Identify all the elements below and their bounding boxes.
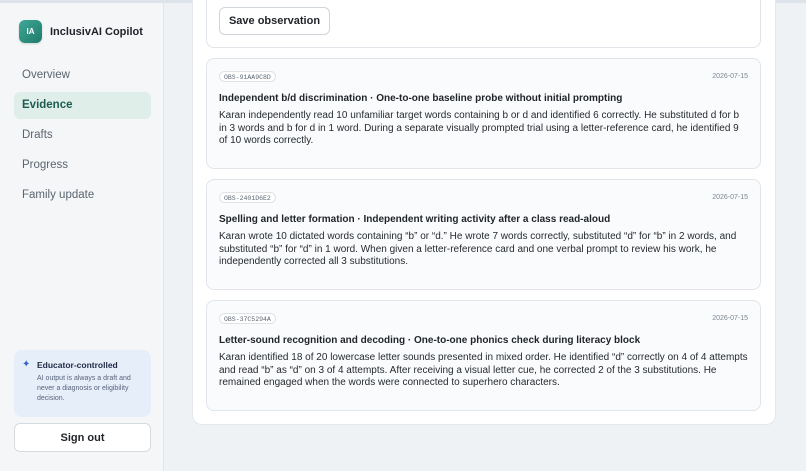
brand[interactable]	[19, 20, 143, 43]
sign-out-button[interactable]: Sign out	[14, 423, 151, 452]
observation-date: 2026-07-15	[712, 194, 748, 201]
observation-id-badge: OBS-37C5294A	[219, 313, 276, 324]
sidebar-item-family-update[interactable]: Family update	[22, 189, 95, 201]
observation-body: Karan independently read 10 unfamiliar target words containing b or d and identified 6 correctly. He substituted d for b in 3 words and b for d in 1 word. During a separate visually prompted trial using a letter-reference card, he identified 9 of 10 words correctly.	[219, 110, 740, 146]
observation-card	[206, 58, 761, 169]
sidebar-nav	[14, 62, 151, 212]
notice-title: Educator-controlled	[37, 359, 118, 370]
observation-title: Spelling and letter formation · Independent writing activity after a class read-aloud	[219, 214, 611, 225]
sidebar-item-overview[interactable]: Overview	[22, 69, 70, 81]
observation-id-badge: OBS-2401D6E2	[219, 192, 276, 203]
observation-title: Independent b/d discrimination · One-to-one baseline probe without initial prompting	[219, 93, 623, 104]
app-name: InclusivAI Copilot	[50, 25, 143, 38]
observation-id-badge: OBS-91AA9C8D	[219, 71, 276, 82]
observation-body: Karan identified 18 of 20 lowercase letter sounds presented in mixed order. He identified “d” correctly on 4 of 4 attempts and read “b” as “d” on 3 of 4 attempts. After receiving a visual letter cue, he corrected 2 of the 3 substitutions. He remained engaged when the words were connected to superhero characters.	[219, 352, 748, 388]
observation-body: Karan wrote 10 dictated words containing “b” or “d.” He wrote 7 words correctly, substituted “d” for “b” in 2 words, and substituted “b” for “d” in 1 word. When given a letter-reference card and one verbal prompt to review his work, he independently corrected all 3 substitutions.	[219, 231, 737, 267]
sidebar-item-drafts[interactable]: Drafts	[22, 129, 53, 141]
save-observation-button[interactable]: Save observation	[219, 7, 330, 35]
sidebar-item-evidence[interactable]: Evidence	[14, 92, 151, 119]
sidebar-item-progress[interactable]: Progress	[22, 159, 69, 171]
observation-date: 2026-07-15	[712, 315, 748, 322]
observation-title: Letter-sound recognition and decoding · One-to-one phonics check during literacy block	[219, 335, 641, 346]
sidebar	[0, 3, 164, 471]
observation-card	[206, 300, 761, 411]
sparkle-icon: ✦	[22, 359, 31, 370]
notice-text: AI output is always a draft and never a diagnosis or eligibility decision.	[37, 375, 131, 402]
educator-controlled-notice	[14, 350, 151, 417]
observation-date: 2026-07-15	[712, 73, 748, 80]
app-logo-icon: IA	[19, 20, 42, 43]
observation-card	[206, 179, 761, 290]
